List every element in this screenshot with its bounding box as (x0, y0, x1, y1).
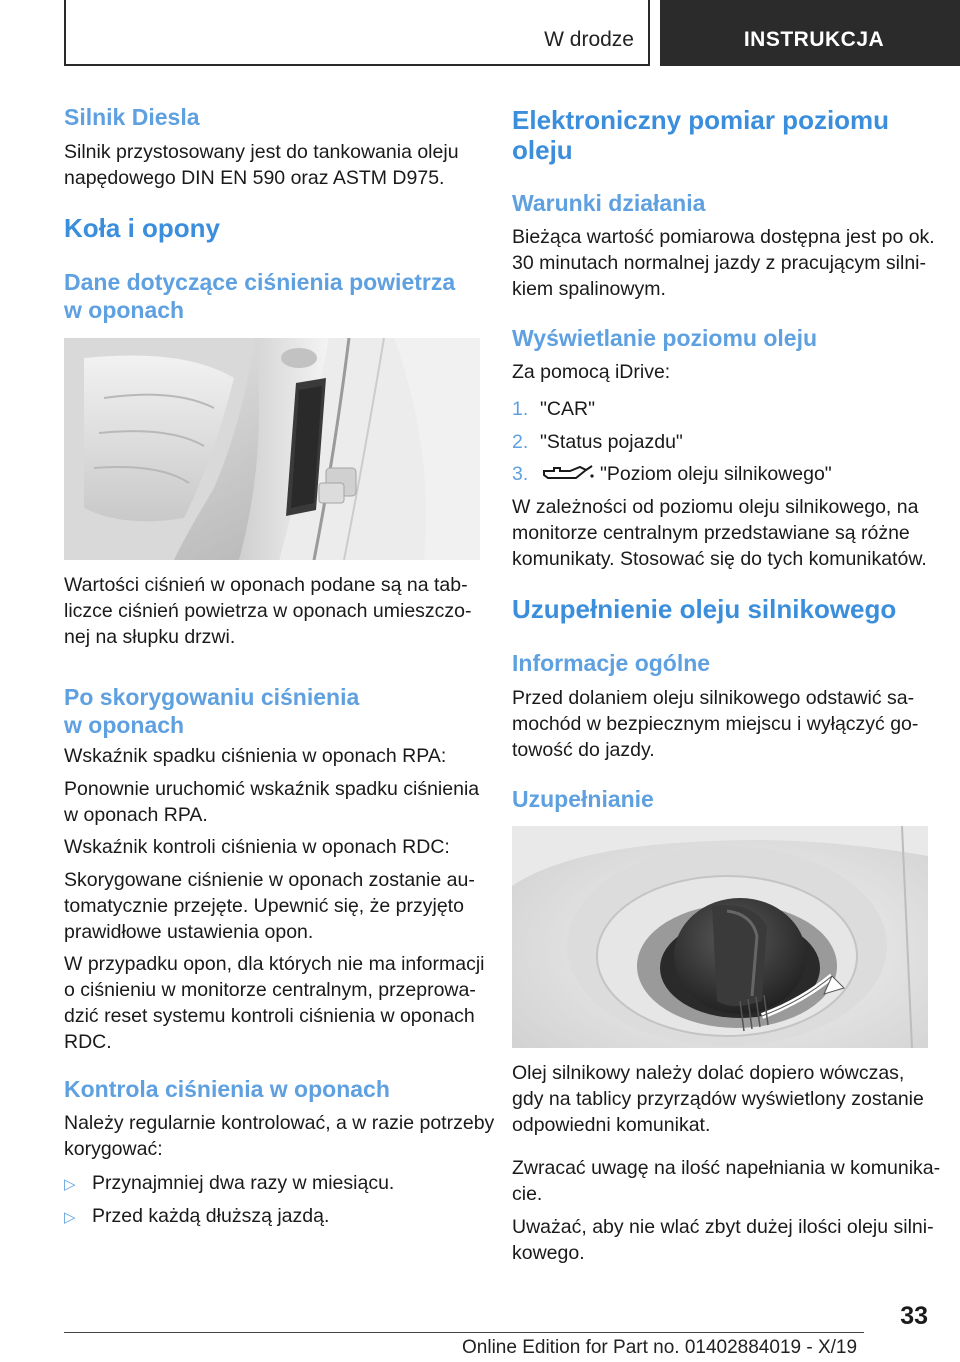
list-item (512, 429, 683, 455)
check-text-2: korygować: (64, 1138, 163, 1160)
check-title: Kontrola ciśnienia w oponach (64, 1076, 390, 1102)
fill-caption-3: odpowiedni komunikat. (512, 1114, 711, 1136)
info-title: Informacje ogólne (512, 650, 711, 676)
step-text: "Status pojazdu" (540, 431, 683, 453)
display-title: Wyświetlanie poziomu oleju (512, 325, 818, 351)
footer-edition: Online Edition for Part no. 01402884019 - X/19 (462, 1337, 858, 1358)
fill-caption-2: gdy na tablicy przyrządów wyświetlony zostanie (512, 1088, 924, 1110)
info-text-1: Przed dolaniem oleju silnikowego odstawić sa- (512, 687, 915, 709)
pressure-title-1: Dane dotyczące ciśnienia powietrza (64, 269, 456, 295)
rdc-reset-4: RDC. (64, 1031, 112, 1053)
list-item (64, 1203, 329, 1231)
cond-title: Warunki działania (512, 190, 706, 216)
step-text: "CAR" (540, 398, 596, 420)
display-text: Za pomocą iDrive: (512, 361, 671, 383)
check-text-1: Należy regularnie kontrolować, a w razie potrzeby (64, 1112, 495, 1134)
pressure-title-2: w oponach (64, 297, 185, 323)
step-number: 3. (512, 463, 529, 485)
step-number: 2. (512, 431, 529, 453)
display-note-1: W zależności od poziomu oleju silnikowego, na (512, 496, 919, 518)
adjust-title-2: w oponach (64, 712, 185, 738)
photo-caption-3: nej na słupku drzwi. (64, 626, 236, 648)
info-text-2: mochód w bezpiecznym miejscu i wyłączyć go- (512, 713, 919, 735)
triangle-bullet-icon: ▷ (64, 1209, 76, 1226)
oil-cap-illustration (512, 826, 928, 1048)
list-item-text: Przynajmniej dwa razy w miesiącu. (92, 1172, 395, 1194)
rdc-text-1: Skorygowane ciśnienie w oponach zostanie au- (64, 869, 475, 891)
display-note-3: komunikaty. Stosować się do tych komunikatów. (512, 548, 927, 570)
rpa-text-2: w oponach RPA. (64, 804, 208, 826)
rdc-text-3: prawidłowe ustawienia opon. (64, 921, 314, 943)
header-section-box (64, 0, 650, 66)
header-section-label: W drodze (544, 28, 634, 51)
fill-caption-1: Olej silnikowy należy dolać dopiero wówczas, (512, 1062, 905, 1084)
fill-note1-1: Zwracać uwagę na ilość napełniania w komunika- (512, 1157, 941, 1179)
footer-divider (64, 1332, 864, 1333)
oil-title-2: oleju (512, 135, 573, 165)
rpa-text-1: Ponownie uruchomić wskaźnik spadku ciśnienia (64, 778, 480, 800)
diesel-text-2: napędowego DIN EN 590 oraz ASTM D975. (64, 167, 445, 189)
door-pillar-photo (64, 338, 480, 560)
photo-caption-1: Wartości ciśnień w oponach podane są na tab- (64, 574, 468, 596)
refill-title: Uzupełnienie oleju silnikowego (512, 594, 897, 624)
photo-caption-2: liczce ciśnień powietrza w oponach umieszczo- (64, 600, 472, 622)
info-text-3: towość do jazdy. (512, 739, 655, 761)
rdc-reset-1: W przypadku opon, dla których nie ma informacji (64, 953, 485, 975)
rdc-reset-2: o ciśnieniu w monitorze centralnym, przeprowa- (64, 979, 476, 1001)
header-chapter-label: INSTRUKCJA (743, 28, 885, 51)
step-text: "Poziom oleju silnikowego" (600, 463, 832, 485)
oil-title-1: Elektroniczny pomiar poziomu (512, 105, 890, 135)
diesel-text-1: Silnik przystosowany jest do tankowania oleju (64, 141, 459, 163)
adjust-title-1: Po skorygowaniu ciśnienia (64, 684, 360, 710)
fill-note1-2: cie. (512, 1183, 543, 1205)
triangle-bullet-icon: ▷ (64, 1176, 76, 1193)
step-number: 1. (512, 398, 529, 420)
rdc-reset-3: dzić reset systemu kontroli ciśnienia w oponach (64, 1005, 475, 1027)
list-item-text: Przed każdą dłuższą jazdą. (92, 1205, 330, 1227)
list-item (512, 461, 832, 487)
oil-can-icon (540, 462, 600, 484)
cond-text-2: 30 minutach normalnej jazdy z pracującym silni- (512, 252, 927, 274)
fill-title: Uzupełnianie (512, 786, 654, 812)
rdc-label: Wskaźnik kontroli ciśnienia w oponach RDC: (64, 836, 450, 858)
rdc-text-2: tomatycznie przejęte. Upewnić się, że przyjęto (64, 895, 464, 917)
cond-text-1: Bieżąca wartość pomiarowa dostępna jest po ok. (512, 226, 935, 248)
page-number: 33 (900, 1302, 928, 1330)
list-item (512, 396, 595, 422)
cond-text-3: kiem spalinowym. (512, 278, 666, 300)
fill-note2-1: Uważać, aby nie wlać zbyt dużej ilości oleju silni- (512, 1216, 934, 1238)
list-item (64, 1170, 394, 1198)
rpa-label: Wskaźnik spadku ciśnienia w oponach RPA: (64, 745, 447, 767)
header-chapter-tab[interactable] (660, 0, 960, 66)
door-pillar-illustration (64, 338, 480, 560)
display-note-2: monitorze centralnym przedstawiane są różne (512, 522, 910, 544)
oil-cap-photo (512, 826, 928, 1048)
diesel-title: Silnik Diesla (64, 104, 200, 130)
wheels-title: Koła i opony (64, 213, 220, 243)
fill-note2-2: kowego. (512, 1242, 585, 1264)
